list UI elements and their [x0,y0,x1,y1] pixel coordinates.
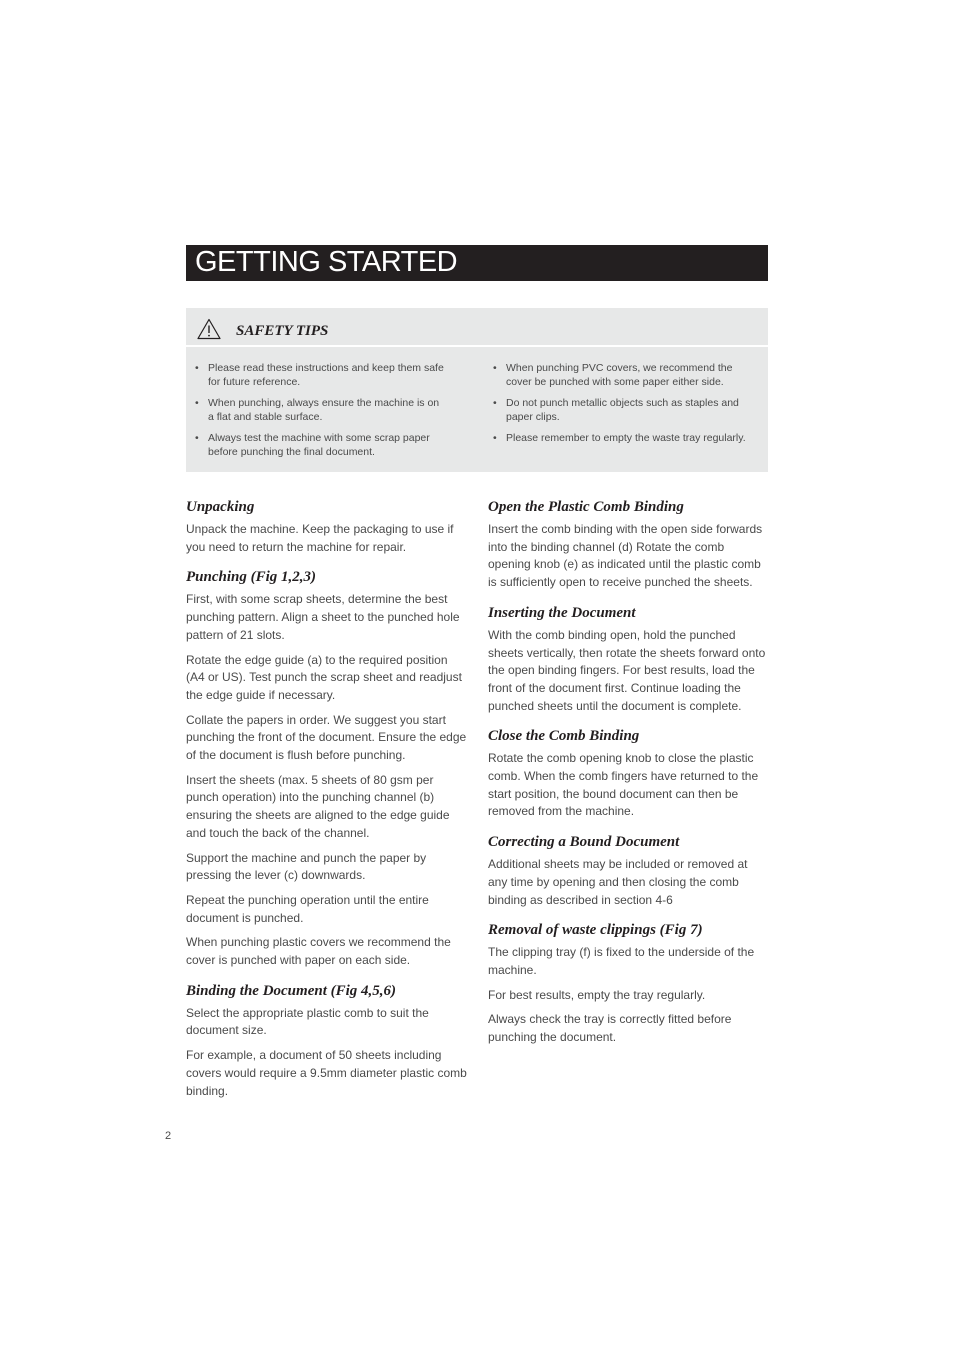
section [186,982,468,1101]
page-title: GETTING STARTED [195,246,458,278]
safety-tips-left [194,362,444,467]
section-heading: Open the Plastic Comb Binding [488,499,684,515]
section-heading: Unpacking [186,499,255,515]
section [488,833,770,909]
section-paragraph: With the comb binding open, hold the punched sheets vertically, then rotate the sheets forward onto the open binding fingers. For best results, load the front of the document first. Continue loading the punched sheets until the document is complete. [488,627,766,713]
safety-tip-text: Do not punch metallic objects such as staples and paper clips. [506,397,739,423]
page-number: 2 [165,1130,172,1142]
section-heading: Close the Comb Binding [488,728,640,745]
safety-tips-box [186,308,768,472]
section-paragraph: For example, a document of 50 sheets including covers would require a 9.5mm diameter plastic comb binding. [186,1048,467,1098]
safety-tip-text: Always test the machine with some scrap paper before punching the final document. [208,432,430,458]
section [488,604,770,716]
section-heading: Binding the Document (Fig 4,5,6) [186,982,397,999]
title-bar [186,245,768,281]
right-column [488,498,770,1059]
safety-tips-heading: SAFETY TIPS [236,323,329,339]
safety-tip [194,362,444,389]
section [186,498,468,556]
bullet-icon: • [493,432,497,444]
section-paragraph: For best results, empty the tray regularly. [488,987,706,1002]
section-paragraph: First, with some scrap sheets, determine the best punching pattern. Align a sheet to the punched hole pattern of 21 slots. [186,592,460,642]
safety-tip [194,397,444,424]
section-heading: Inserting the Document [488,604,636,621]
section-heading: Removal of waste clippings (Fig 7) [488,922,703,939]
bullet-icon: • [493,397,497,409]
section-paragraph: Additional sheets may be included or removed at any time by opening and then closing the comb binding as described in section 4-6 [488,857,748,907]
section [488,727,770,821]
section-paragraph: Rotate the edge guide (a) to the required position (A4 or US). Test punch the scrap sheet and readjust the edge guide if necessary. [186,652,462,702]
section-paragraph: Always check the tray is correctly fitted before punching the document. [488,1012,732,1045]
safety-tip [492,362,748,389]
section-paragraph: When punching plastic covers we recommend the cover is punched with paper on each side. [186,935,451,968]
section-paragraph: Rotate the comb opening knob to close the plastic comb. When the comb fingers have returned to the start position, the bound document can then be removed from the machine. [488,751,759,819]
safety-tip [194,432,444,459]
section-paragraph: The clipping tray (f) is fixed to the underside of the machine. [488,945,755,977]
safety-tip-text: Please read these instructions and keep them safe for future reference. [208,362,444,388]
section-heading: Correcting a Bound Document [488,834,680,851]
section-paragraph: Unpack the machine. Keep the packaging to use if you need to return the machine for repair. [186,522,454,554]
safety-tip-text: When punching, always ensure the machine is on a flat and stable surface. [208,397,440,423]
safety-tip-text: Please remember to empty the waste tray regularly. [506,432,746,444]
section-paragraph: Insert the sheets (max. 5 sheets of 80 gsm per punch operation) into the punching channel (b) ensuring the sheets are aligned to the edge guide and touch the back of the channel. [186,772,450,840]
section-paragraph: Repeat the punching operation until the entire document is punched. [186,892,429,925]
bullet-icon: • [195,397,199,409]
section-heading: Punching (Fig 1,2,3) [186,569,317,586]
bullet-icon: • [195,362,199,374]
section-paragraph: Select the appropriate plastic comb to suit the document size. [186,1005,429,1038]
section [186,568,468,969]
left-column [186,498,468,1112]
section-paragraph: Support the machine and punch the paper by pressing the lever (c) downwards. [186,850,427,883]
safety-tip-text: When punching PVC covers, we recommend the cover be punched with some paper either side. [506,362,733,388]
section-paragraph: Collate the papers in order. We suggest you start punching the front of the document. Ensure the edge of the document is flush before punching. [186,712,467,763]
safety-tips-right [492,362,748,454]
section [488,921,770,1047]
section-paragraph: Insert the comb binding with the open side forwards into the binding channel (d) Rotate the comb opening knob (e) as indicated until the plastic comb is sufficiently open to receive punched the sheets. [488,522,763,590]
bullet-icon: • [493,362,497,374]
safety-tip [492,397,748,424]
safety-tips-header [186,308,768,347]
safety-tip [492,432,748,446]
section [488,498,770,592]
warning-triangle-icon [197,318,221,340]
bullet-icon: • [195,432,199,444]
